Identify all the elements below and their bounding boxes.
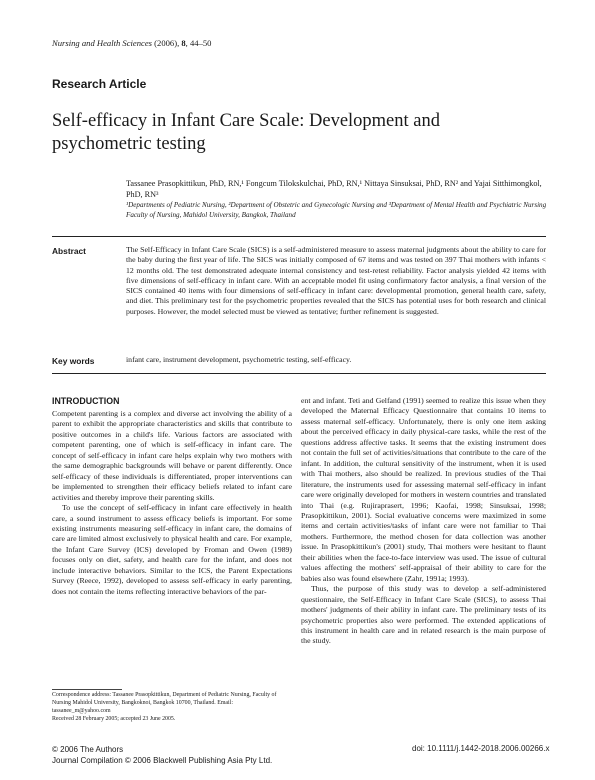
copyright-authors: © 2006 The Authors	[52, 745, 124, 754]
journal-year: (2006),	[152, 38, 182, 48]
footnote	[52, 691, 292, 723]
journal-volume: 8	[181, 38, 186, 48]
footnote-rule	[52, 689, 122, 690]
keywords-text: infant care, instrument development, psychometric testing, self-efficacy.	[126, 355, 352, 364]
received-note: Received 28 February 2005; accepted 23 June 2005.	[52, 716, 176, 723]
article-title: Self-efficacy in Infant Care Scale: Development and psychometric testing	[52, 111, 440, 154]
paragraph: ent and infant. Teti and Gelfand (1991) seemed to realize this issue when they developed the Maternal Efficacy Questionnaire that contains 10 items to assess maternal self-efficacy. Unfortunately, there is only one item asking about the perceived efficacy in daily physical-care tasks, while the rest of the questions address affective tasks. It seems that the existing instrument does not contain the full set of activities/situations that contribute to the care of the infant. In addition, the cultural sensitivity of the instrument, when it is used with Thai mothers, also should be realized. In previous studies of the Thai literature, the instruments used for assessing maternal self-efficacy in infant care were originally developed for mothers in western countries and translated into Thai (e.g. Rujiraprasert, 1996; Kaofai, 1998; Sinsuksai, 1998; Prasopkittikun, 2001). Social evaluative concerns were maximized in some items and certain activities/tasks of infant care were not familiar to Thai mothers. Furthermore, the method chosen for data collection was another issue. In Prasopkittikun's (2001) study, Thai mothers were hesitant to flaunt their abilities when the face-to-face interview was used. The issue of cultural values affecting the mothers' self-appraisal of their ability to care for the babies also was found elsewhere (Zahr, 1991a; 1993).	[301, 396, 546, 583]
correspondence-note: Correspondence address: Tassanee Prasopkittikun, Department of Pediatric Nursing, Faculty of Nursing Mahidol University, Bangkoknoi, Bangkok 10700, Thailand. Email: tassanee_m@yahoo.com	[52, 692, 277, 715]
abstract-text: The Self-Efficacy in Infant Care Scale (SICS) is a self-administered measure to assess maternal judgments about the ability to care for the baby during the first year of life. The SICS was initially composed of 67 items and was tested on 397 Thai mothers with infants < 12 months old. The test demonstrated adequate internal consistency and test-retest reliability. Factor analysis yielded 42 items with five dimensions of self-efficacy in infant care. With an acceptable model fit using confirmatory factor analysis, a final version of the SICS contained 40 items with four dimensions of self-efficacy in infant care: developmental promotion, general health care, safety, and diet. This preliminary test for the psychometric properties revealed that the SICS has potential uses for both research and clinical purposes. However, the model selected must be viewed as tentative; further refinement is suggested.	[126, 245, 546, 316]
introduction-heading: INTRODUCTION	[52, 396, 120, 406]
left-column	[52, 409, 292, 597]
journal-pages: , 44–50	[185, 38, 212, 48]
abstract-top-rule	[52, 236, 546, 237]
doi: doi: 10.1111/j.1442-2018.2006.00266.x	[412, 744, 550, 753]
abstract-label: Abstract	[52, 246, 86, 256]
copyright-publisher: Journal Compilation © 2006 Blackwell Publishing Asia Pty Ltd.	[52, 756, 273, 765]
article-type: Research Article	[52, 77, 147, 91]
paragraph: Thus, the purpose of this study was to develop a self-administered questionnaire, the Self-Efficacy in Infant Care Scale (SICS), to assess Thai mothers' judgments of their ability in infant care. The preliminary tests of its psychometric properties also were performed. The extended applications of this instrument in health care and in related research is the main purpose of the study.	[301, 584, 546, 646]
journal-name: Nursing and Health Sciences	[52, 38, 153, 48]
paragraph: Competent parenting is a complex and diverse act involving the ability of a parent to exhibit the appropriate characteristics and skills that contribute to positive outcomes in a child's life. Various factors are associated with competent parenting, one of which is self-efficacy in infant care. The concept of self-efficacy in infant care helps explain why two mothers with the same demographic backgrounds will behave or parent differently. Once self-efficacy of these individuals is differentiated, proper interventions can be implemented to strengthen their efficacy beliefs related to infant care activities and thereby improve their parenting skills.	[52, 409, 292, 502]
keywords-label: Key words	[52, 356, 95, 366]
authors: Tassanee Prasopkittikun, PhD, RN,¹ Fongcum Tilokskulchai, PhD, RN,¹ Nittaya Sinsuksai, PhD, RN² and Yajai Sitthimongkol, PhD, RN³	[126, 179, 542, 199]
journal-reference	[52, 38, 211, 48]
affiliations: ¹Departments of Pediatric Nursing, ²Department of Obstetric and Gynecologic Nursing and ³Department of Mental Health and Psychiatric Nursing Faculty of Nursing, Mahidol University, Bangkok, Thailand	[126, 201, 547, 219]
right-column	[301, 396, 546, 647]
copyright	[52, 744, 272, 766]
paragraph: To use the concept of self-efficacy in infant care effectively in health care, a sound instrument to assess efficacy beliefs is important. For some existing instruments measuring self-efficacy in infant care, the domains of care are limited almost exclusively to physical health and care. For example, the Infant Care Survey (ICS) developed by Froman and Owen (1989) focuses only on diet, safety, and health care for the infant, and does not include interactive behaviors. Similar to the ICS, the Parent Expectations Survey (Reece, 1992), developed to assess self-efficacy in early parenting, does not contain the items reflecting interactive behaviors of the par-	[52, 503, 292, 596]
abstract-bottom-rule	[52, 373, 546, 374]
